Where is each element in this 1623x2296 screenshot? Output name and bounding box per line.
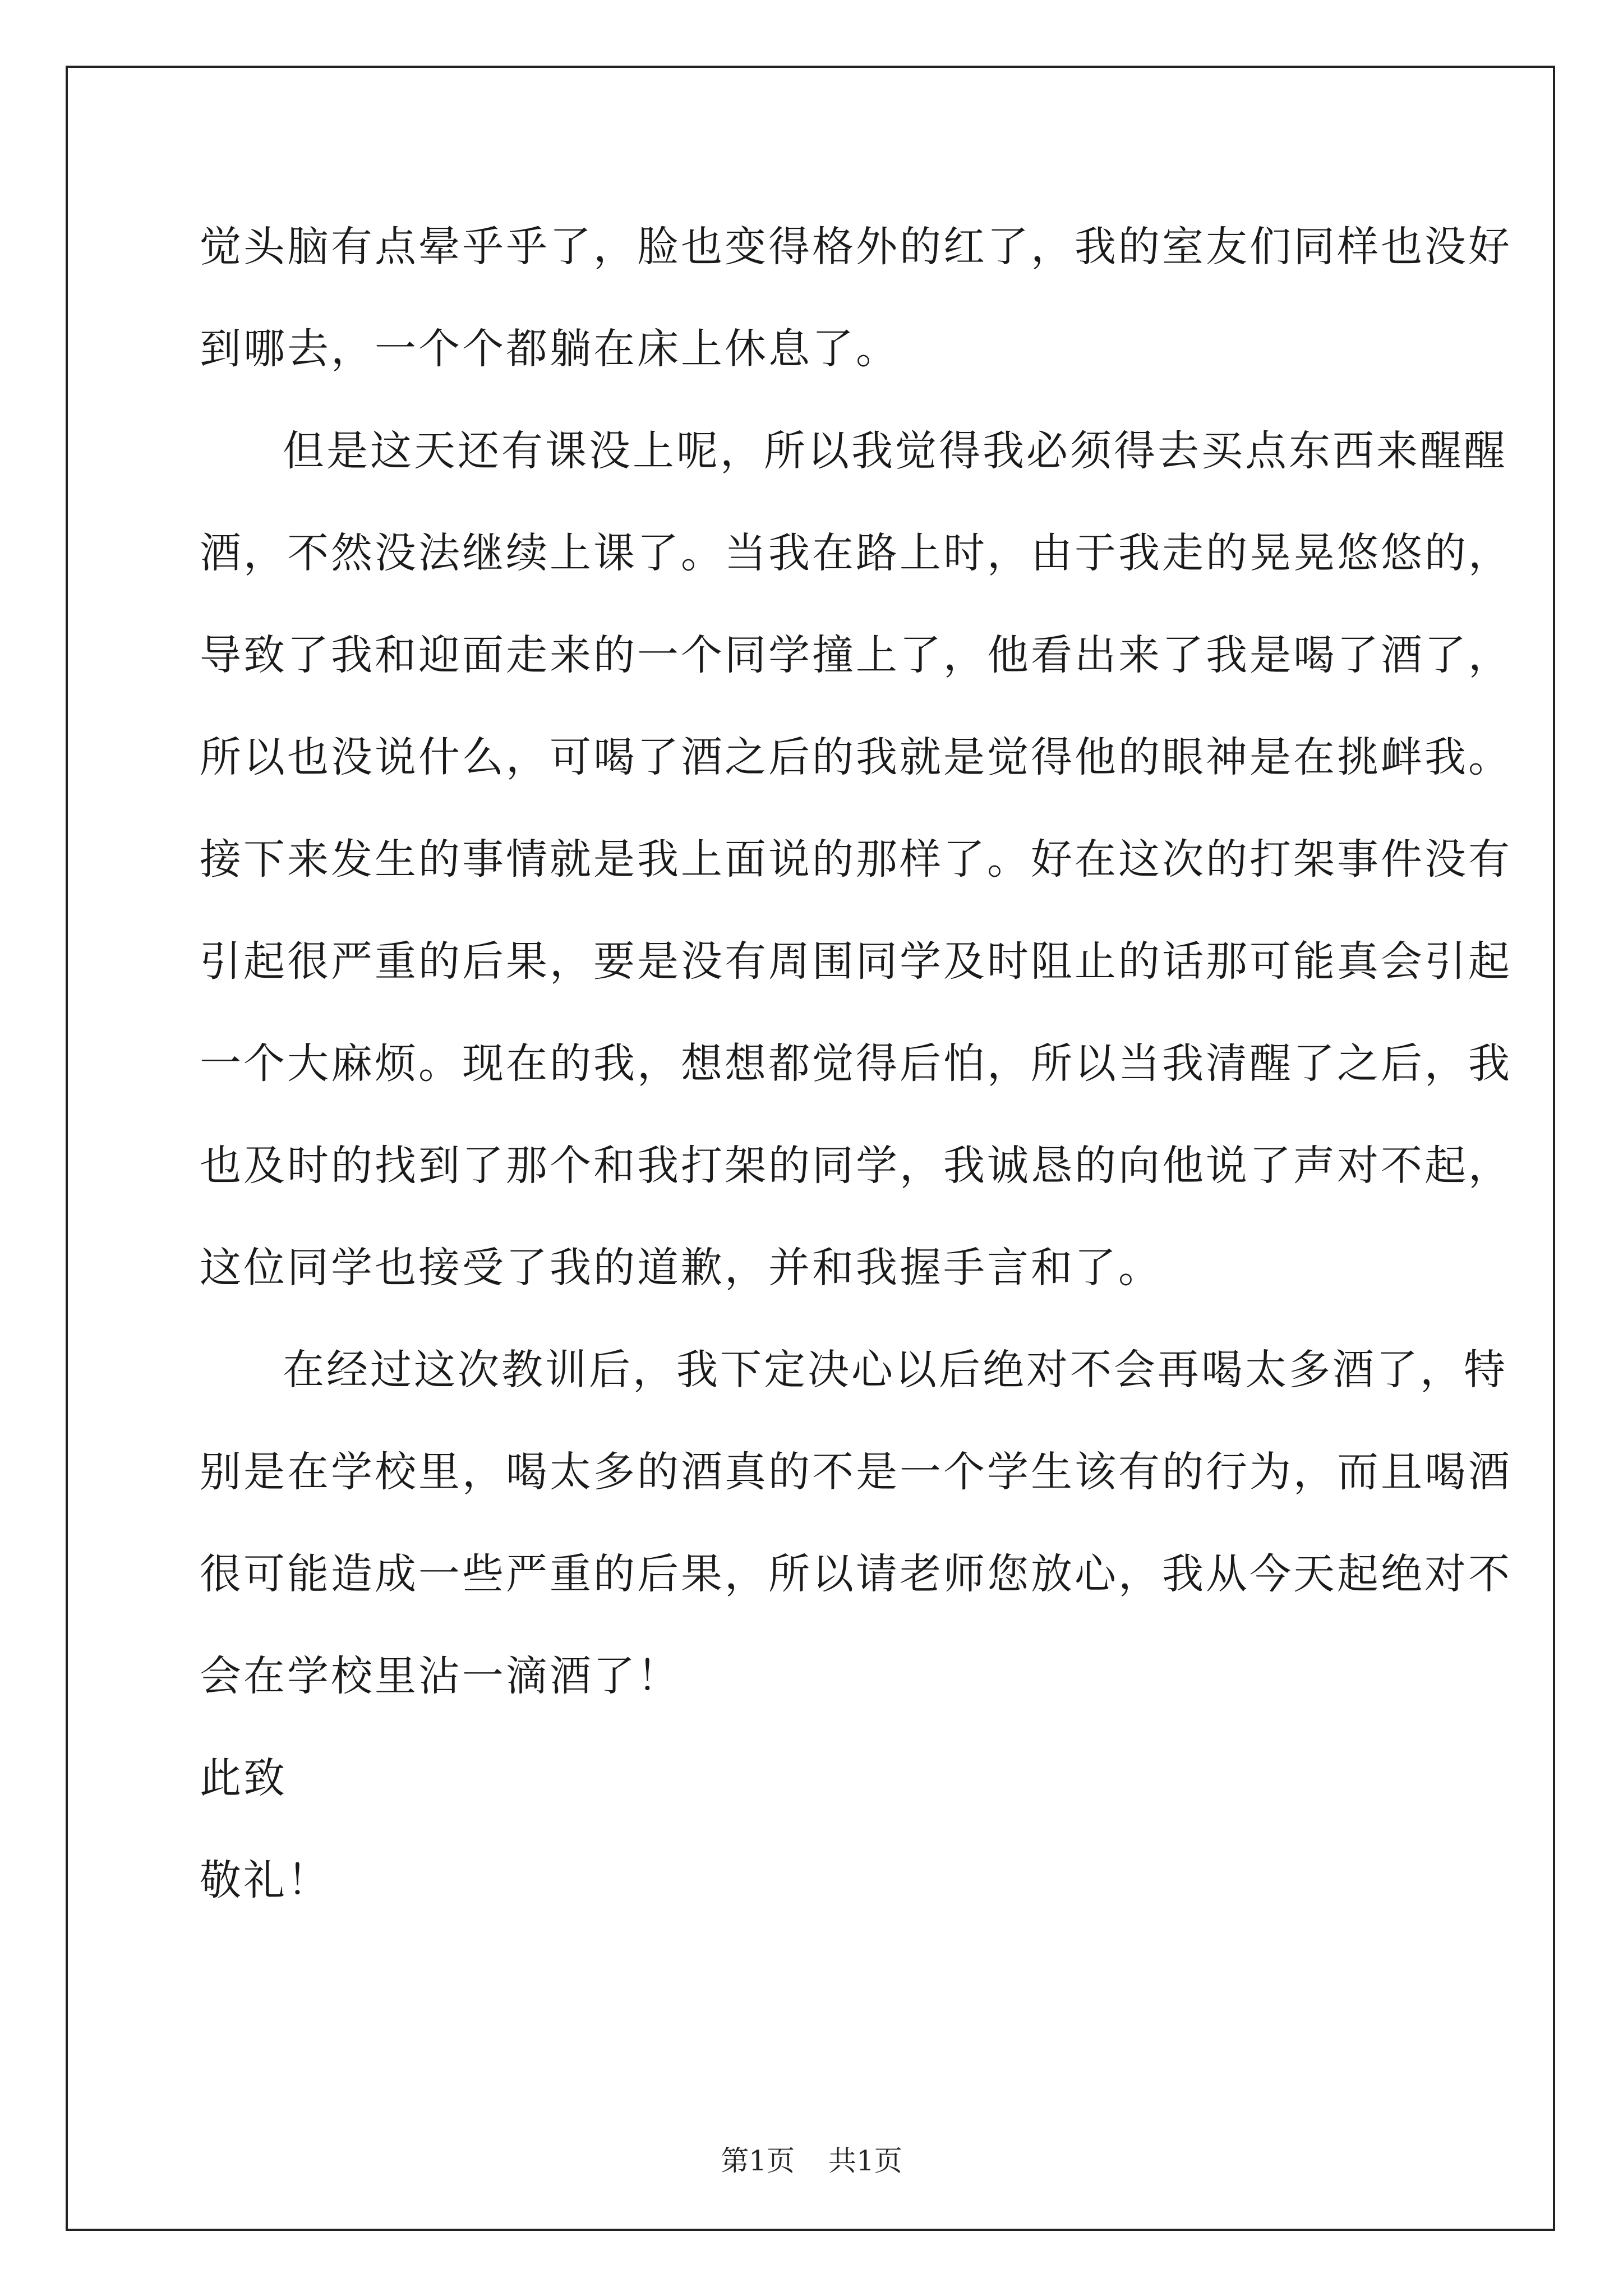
text-line-4: 酒，不然没法继续上课了。当我在路上时，由于我走的晃晃悠悠的，: [200, 529, 1512, 577]
text-line-15: 会在学校里沾一滴酒了！: [200, 1652, 681, 1700]
text-line-2: 到哪去，一个个都躺在床上休息了。: [200, 325, 900, 373]
text-line-13: 别是在学校里，喝太多的酒真的不是一个学生该有的行为，而且喝酒: [200, 1448, 1512, 1496]
text-line-10: 也及时的找到了那个和我打架的同学，我诚恳的向他说了声对不起，: [200, 1142, 1512, 1190]
letter-body: [200, 216, 1512, 1952]
closing-salutation: 此致: [200, 1754, 287, 1802]
text-line-11: 这位同学也接受了我的道歉，并和我握手言和了。: [200, 1244, 1162, 1292]
page-number-total: 共1页: [828, 2145, 902, 2177]
text-line-14: 很可能造成一些严重的后果，所以请老师您放心，我从今天起绝对不: [200, 1550, 1512, 1598]
closing-regards: 敬礼！: [200, 1856, 331, 1904]
text-line-9: 一个大麻烦。现在的我，想想都觉得后怕，所以当我清醒了之后，我: [200, 1039, 1512, 1088]
text-line-5: 导致了我和迎面走来的一个同学撞上了，他看出来了我是喝了酒了，: [200, 631, 1512, 679]
text-line-8: 引起很严重的后果，要是没有周围同学及时阻止的话那可能真会引起: [200, 937, 1512, 986]
page-number-current: 第1页: [721, 2145, 795, 2177]
text-line-3: 但是这天还有课没上呢，所以我觉得我必须得去买点东西来醒醒: [283, 427, 1507, 475]
text-line-7: 接下来发生的事情就是我上面说的那样了。好在这次的打架事件没有: [200, 835, 1512, 884]
text-line-6: 所以也没说什么，可喝了酒之后的我就是觉得他的眼神是在挑衅我。: [200, 733, 1512, 781]
page-footer: [0, 2144, 1623, 2178]
text-line-1: 觉头脑有点晕乎乎了，脸也变得格外的红了，我的室友们同样也没好: [200, 223, 1512, 271]
text-line-12: 在经过这次教训后，我下定决心以后绝对不会再喝太多酒了，特: [283, 1346, 1507, 1394]
